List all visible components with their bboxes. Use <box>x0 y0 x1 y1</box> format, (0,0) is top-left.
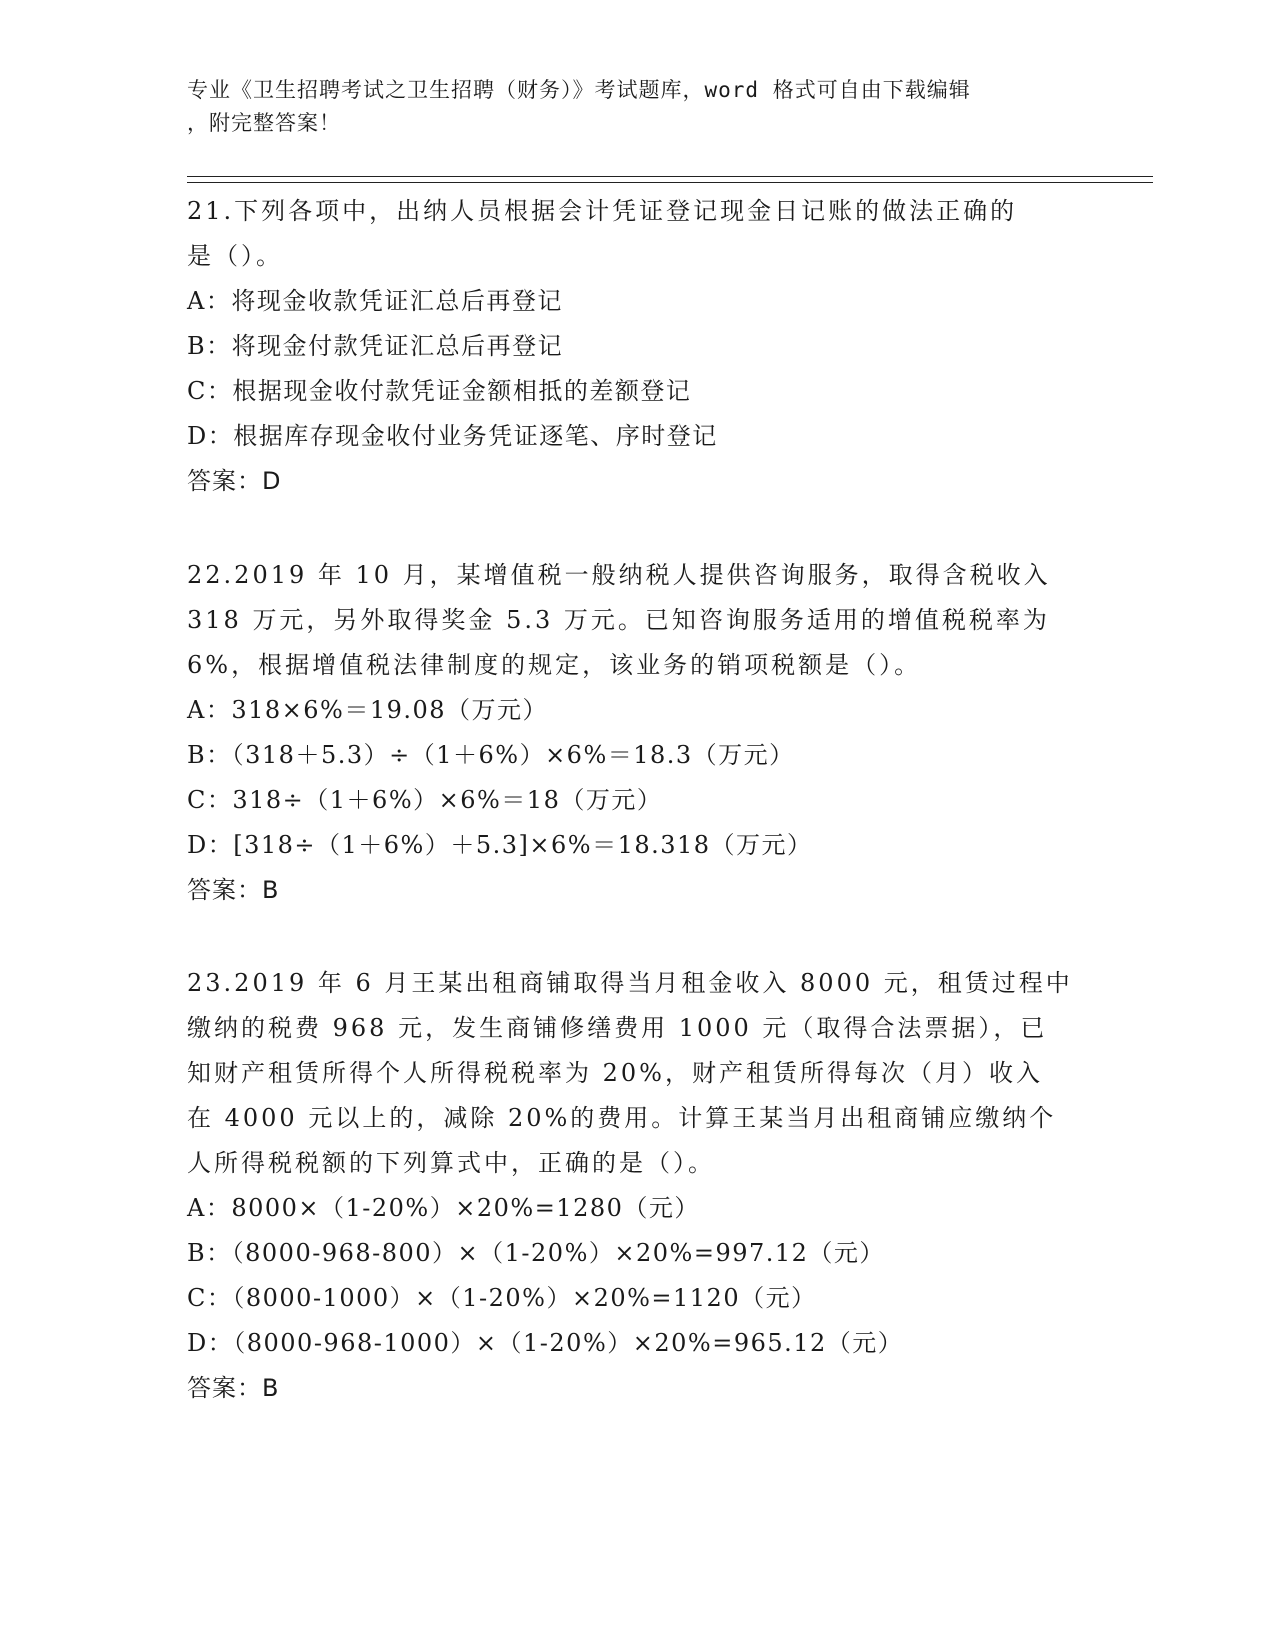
question-text: 22.2019 年 10 月，某增值税一般纳税人提供咨询服务，取得含税收入 <box>187 561 1051 589</box>
question-stem <box>187 961 1087 1186</box>
question-text: 知财产租赁所得个人所得税税率为 20%，财产租赁所得每次（月）收入 <box>187 1059 1043 1087</box>
question-text: 6%，根据增值税法律制度的规定，该业务的销项税额是（）。 <box>187 651 922 679</box>
question-block <box>187 189 1087 504</box>
question-text: 23.2019 年 6 月王某出租商铺取得当月租金收入 8000 元，租赁过程中 <box>187 969 1073 997</box>
option-c: C：318÷（1＋6%）×6%＝18（万元） <box>187 786 663 814</box>
question-text: 缴纳的税费 968 元，发生商铺修缮费用 1000 元（取得合法票据），已 <box>187 1014 1048 1042</box>
question-text: 318 万元，另外取得奖金 5.3 万元。已知咨询服务适用的增值税税率为 <box>187 606 1050 634</box>
question-block <box>187 553 1087 913</box>
question-stem <box>187 189 1087 279</box>
header-divider <box>187 182 1153 183</box>
answer-text: 答案：B <box>187 876 280 904</box>
question-text: 人所得税税额的下列算式中，正确的是（）。 <box>187 1149 715 1177</box>
option-d: D：根据库存现金收付业务凭证逐笔、序时登记 <box>187 422 718 450</box>
option-a: A：318×6%＝19.08（万元） <box>187 696 549 724</box>
option-c: C：根据现金收付款凭证金额相抵的差额登记 <box>187 377 692 405</box>
header-divider <box>187 176 1153 177</box>
header-line: ，附完整答案！ <box>187 111 341 135</box>
option-d: D：（8000-968-1000）×（1-20%）×20%=965.12（元） <box>187 1329 904 1357</box>
option-c: C：（8000-1000）×（1-20%）×20%=1120（元） <box>187 1284 817 1312</box>
option-b: B：（318＋5.3）÷（1＋6%）×6%＝18.3（万元） <box>187 741 795 769</box>
question-stem <box>187 553 1087 688</box>
question-block <box>187 961 1087 1411</box>
question-text: 在 4000 元以上的，减除 20%的费用。计算王某当月出租商铺应缴纳个 <box>187 1104 1057 1132</box>
option-a: A：将现金收款凭证汇总后再登记 <box>187 287 563 315</box>
question-text: 是（）。 <box>187 242 283 270</box>
document-header <box>187 74 1077 140</box>
header-line: 专业《卫生招聘考试之卫生招聘（财务）》考试题库，word 格式可自由下载编辑 <box>187 78 971 102</box>
option-a: A：8000×（1-20%）×20%=1280（元） <box>187 1194 700 1222</box>
option-d: D：[318÷（1＋6%）＋5.3]×6%＝18.318（万元） <box>187 831 813 859</box>
question-text: 21.下列各项中，出纳人员根据会计凭证登记现金日记账的做法正确的 <box>187 197 1018 225</box>
option-b: B：（8000-968-800）×（1-20%）×20%=997.12（元） <box>187 1239 885 1267</box>
option-b: B：将现金付款凭证汇总后再登记 <box>187 332 564 360</box>
answer-text: 答案：B <box>187 1374 280 1402</box>
answer-text: 答案：D <box>187 467 282 495</box>
